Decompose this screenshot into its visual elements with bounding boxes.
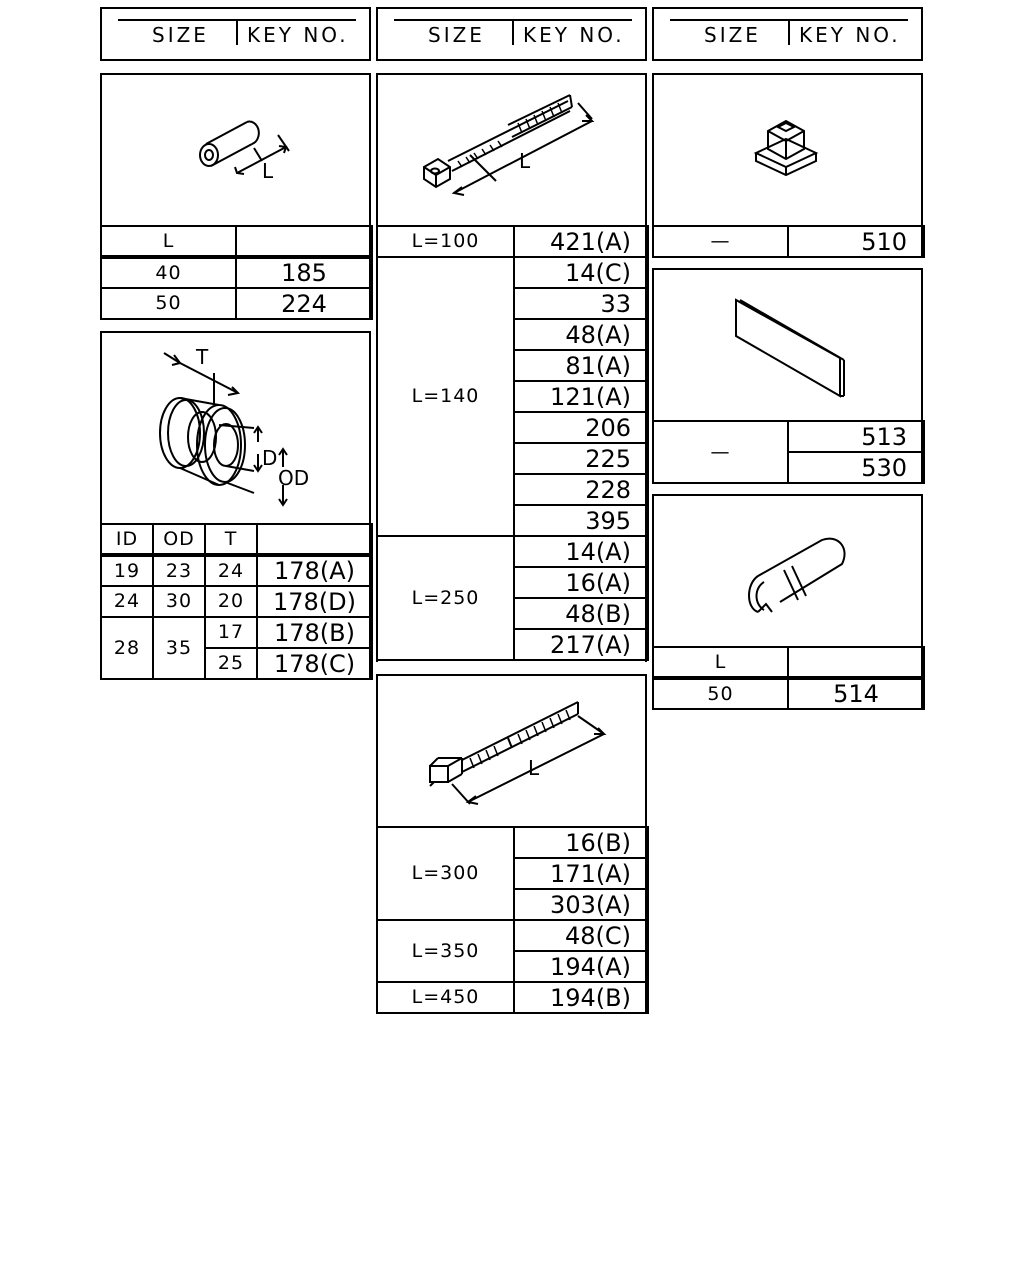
length-label: L (528, 756, 540, 780)
key-no-header: KEY NO. (523, 23, 625, 47)
size-cell: L=300 (377, 827, 514, 920)
key-cell: 171(A) (514, 858, 648, 889)
size-header: SIZE (704, 23, 761, 47)
id-cell: 19 (101, 555, 153, 586)
key-cell: 217(A) (514, 629, 648, 660)
key-cell: 194(B) (514, 982, 648, 1013)
outer-diameter-label: OD (278, 466, 310, 490)
key-cell: 194(A) (514, 951, 648, 982)
key-cell: 224 (236, 288, 372, 319)
od-cell: 35 (153, 617, 205, 679)
key-cell: 48(B) (514, 598, 648, 629)
table-row (377, 827, 648, 858)
key-cell: 514 (788, 678, 924, 709)
heavy-cable-tie-illustration (378, 676, 645, 826)
size-cell: 50 (101, 288, 236, 319)
header-box-1 (100, 7, 371, 61)
t-cell: 24 (205, 555, 257, 586)
tape-table (652, 420, 925, 484)
size-cell: L=450 (377, 982, 514, 1013)
size-header: SIZE (428, 23, 485, 47)
size-cell: L=350 (377, 920, 514, 982)
key-cell: 303(A) (514, 889, 648, 920)
table-row (653, 678, 924, 709)
tape-icon (654, 270, 921, 420)
cable-tie-icon (378, 75, 645, 225)
heavy-cable-tie-panel (376, 674, 647, 1013)
key-no-header: KEY NO. (799, 23, 901, 47)
edge-trim-panel (652, 494, 923, 709)
table-row (653, 421, 924, 452)
od-cell: 23 (153, 555, 205, 586)
length-col-header: L (653, 647, 788, 678)
key-cell: 178(D) (257, 586, 372, 617)
od-col-header: OD (153, 524, 205, 555)
key-cell: 48(C) (514, 920, 648, 951)
key-cell: 185 (236, 257, 372, 288)
cable-tie-illustration (378, 75, 645, 225)
od-cell: 30 (153, 586, 205, 617)
table-row (101, 257, 372, 288)
key-col-header (788, 647, 924, 678)
spacer-table (100, 225, 373, 320)
key-cell: 421(A) (514, 226, 648, 257)
id-cell: 24 (101, 586, 153, 617)
key-cell: 225 (514, 443, 648, 474)
key-cell: 530 (788, 452, 924, 483)
size-cell: — (653, 421, 788, 483)
length-label: L (519, 149, 531, 173)
spacer-illustration (102, 75, 369, 225)
tape-illustration (654, 270, 921, 420)
key-cell: 510 (788, 226, 924, 257)
key-cell: 81(A) (514, 350, 648, 381)
key-cell: 16(A) (514, 567, 648, 598)
key-cell: 33 (514, 288, 648, 319)
size-cell: L=100 (377, 226, 514, 257)
length-label: L (262, 159, 274, 183)
tie-mount-icon (654, 75, 921, 225)
cable-tie-table (376, 225, 649, 661)
table-row (653, 226, 924, 257)
inner-diameter-label: D (262, 446, 278, 470)
id-cell: 28 (101, 617, 153, 679)
key-cell: 14(A) (514, 536, 648, 567)
table-row (101, 617, 372, 648)
key-cell: 395 (514, 505, 648, 536)
table-row (101, 288, 372, 319)
key-cell: 48(A) (514, 319, 648, 350)
key-no-header: KEY NO. (247, 23, 349, 47)
size-cell: 40 (101, 257, 236, 288)
table-row (377, 982, 648, 1013)
length-col-header: L (101, 226, 236, 257)
tape-panel (652, 268, 923, 482)
grommet-table (100, 523, 373, 680)
heavy-cable-tie-icon (378, 676, 645, 826)
id-col-header: ID (101, 524, 153, 555)
key-cell: 121(A) (514, 381, 648, 412)
key-cell: 178(C) (257, 648, 372, 679)
table-row (377, 226, 648, 257)
edge-trim-clip-icon (654, 496, 921, 646)
grommet-icon (102, 333, 369, 523)
size-cell: 50 (653, 678, 788, 709)
header-box-3 (652, 7, 923, 61)
grommet-illustration (102, 333, 369, 523)
size-cell: L=250 (377, 536, 514, 660)
key-cell: 16(B) (514, 827, 648, 858)
tie-mount-illustration (654, 75, 921, 225)
tie-mount-table (652, 225, 925, 258)
size-header: SIZE (152, 23, 209, 47)
key-cell: 178(A) (257, 555, 372, 586)
key-cell: 14(C) (514, 257, 648, 288)
tie-mount-panel (652, 73, 923, 256)
spacer-panel (100, 73, 371, 319)
edge-trim-illustration (654, 496, 921, 646)
thickness-label: T (196, 345, 209, 369)
grommet-panel (100, 331, 371, 678)
header-box-2 (376, 7, 647, 61)
table-row (377, 536, 648, 567)
size-cell: — (653, 226, 788, 257)
key-cell: 206 (514, 412, 648, 443)
key-cell: 513 (788, 421, 924, 452)
table-row (101, 586, 372, 617)
table-row (101, 555, 372, 586)
tube-spacer-icon (102, 75, 369, 225)
t-col-header: T (205, 524, 257, 555)
edge-trim-table (652, 646, 925, 710)
t-cell: 25 (205, 648, 257, 679)
size-cell: L=140 (377, 257, 514, 536)
t-cell: 20 (205, 586, 257, 617)
cable-tie-panel (376, 73, 647, 662)
key-cell: 178(B) (257, 617, 372, 648)
table-row (377, 920, 648, 951)
key-cell: 228 (514, 474, 648, 505)
table-row (377, 257, 648, 288)
t-cell: 17 (205, 617, 257, 648)
heavy-cable-tie-table (376, 826, 649, 1014)
